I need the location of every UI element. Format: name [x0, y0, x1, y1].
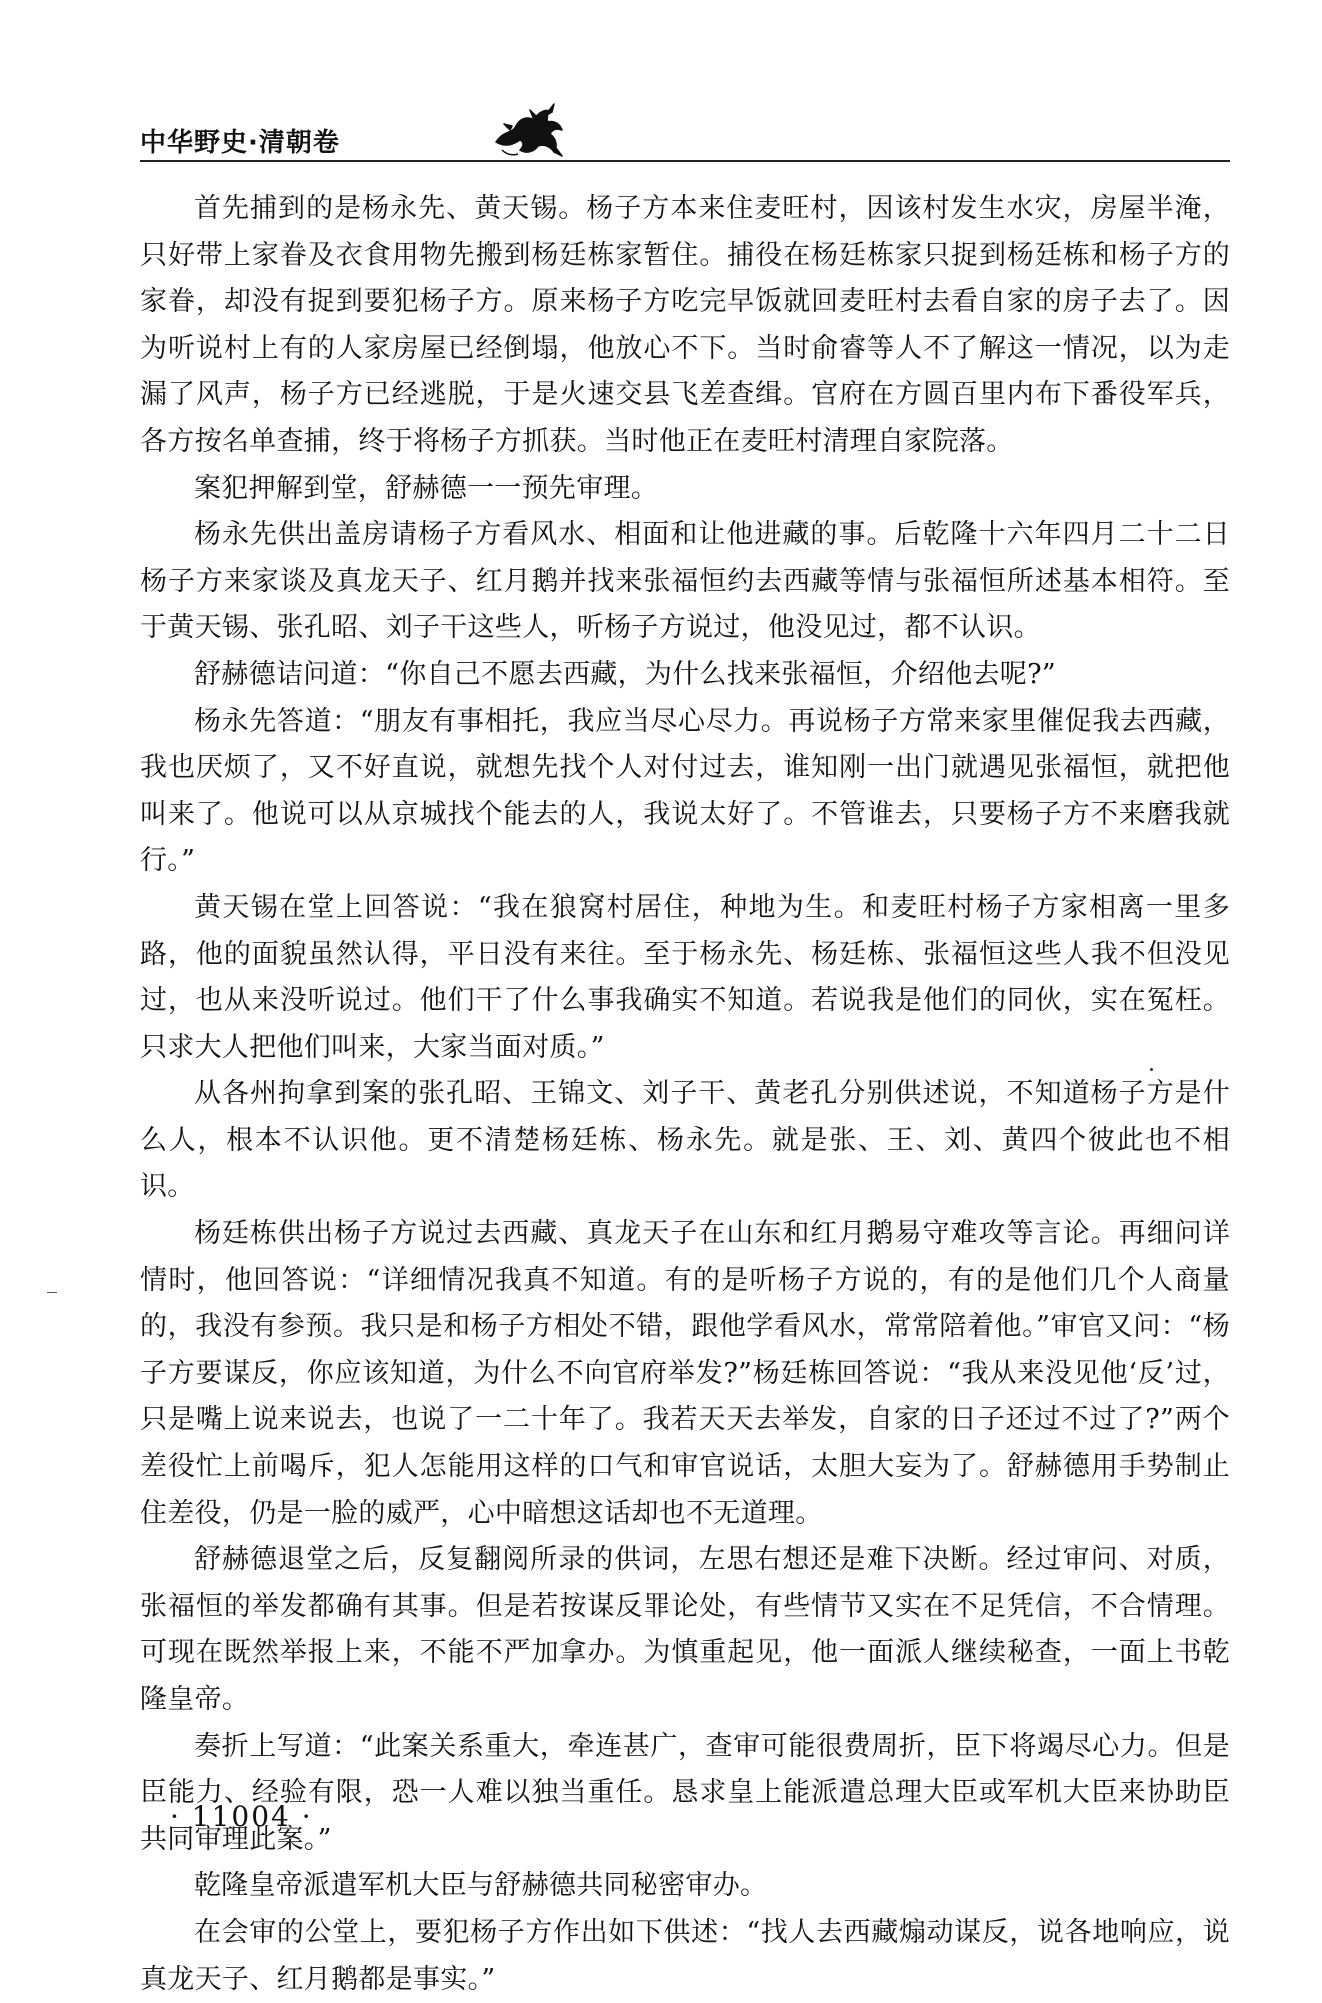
paragraph: 黄天锡在堂上回答说：“我在狼窝村居住，种地为生。和麦旺村杨子方家相离一里多路，他的面貌虽然认得，平日没有来往。至于杨永先、杨廷栋、张福恒这些人我不但没见过，也从来没听说过。他们干了什么事我确实不知道。若说我是他们的同伙，实在冤枉。只求大人把他们叫来，大家当面对质。”	[140, 891, 1230, 1063]
paragraph: 杨永先答道：“朋友有事相托，我应当尽心尽力。再说杨子方常来家里催促我去西藏，我也厌烦了，又不好直说，就想先找个人对付过去，谁知刚一出门就遇见张福恒，就把他叫来了。他说可以从京城找个能去的人，我说太好了。不管谁去，只要杨子方不来磨我就行。”	[140, 705, 1230, 877]
paragraph: 舒赫德诘问道：“你自己不愿去西藏，为什么找来张福恒，介绍他去呢?”	[194, 658, 1056, 690]
article-body	[140, 186, 1230, 2003]
header-rule	[140, 160, 1230, 162]
print-speck	[1150, 1068, 1153, 1071]
page-header	[140, 100, 1230, 160]
paragraph: 奏折上写道：“此案关系重大，牵连甚广，查审可能很费周折，臣下将竭尽心力。但是臣能力、经验有限，恐一人难以独当重任。恳求皇上能派遣总理大臣或军机大臣来协助臣共同审理此案。”	[140, 1730, 1230, 1855]
paragraph: 首先捕到的是杨永先、黄天锡。杨子方本来住麦旺村，因该村发生水灾，房屋半淹，只好带上家眷及衣食用物先搬到杨廷栋家暂住。捕役在杨廷栋家只捉到杨廷栋和杨子方的家眷，却没有捉到要犯杨子方。原来杨子方吃完早饭就回麦旺村去看自家的房子去了。因为听说村上有的人家房屋已经倒塌，他放心不下。当时俞睿等人不了解这一情况，以为走漏了风声，杨子方已经逃脱，于是火速交县飞差查缉。官府在方圆百里内布下番役军兵，各方按名单查捕，终于将杨子方抓获。当时他正在麦旺村清理自家院落。	[140, 193, 1230, 457]
paragraph: 从各州拘拿到案的张孔昭、王锦文、刘子干、黄老孔分别供述说，不知道杨子方是什么人，根本不认识他。更不清楚杨廷栋、杨永先。就是张、王、刘、黄四个彼此也不相识。	[140, 1078, 1230, 1203]
page-number: · 11004 ·	[170, 1800, 313, 1833]
paragraph: 杨永先供出盖房请杨子方看风水、相面和让他进藏的事。后乾隆十六年四月二十二日杨子方来家谈及真龙天子、红月鹅并找来张福恒约去西藏等情与张福恒所述基本相符。至于黄天锡、张孔昭、刘子干这些人，听杨子方说过，他没见过，都不认识。	[140, 519, 1230, 644]
paragraph: 舒赫德退堂之后，反复翻阅所录的供词，左思右想还是难下决断。经过审问、对质，张福恒的举发都确有其事。但是若按谋反罪论处，有些情节又实在不足凭信，不合情理。可现在既然举报上来，不能不严加拿办。为慎重起见，他一面派人继续秘查，一面上书乾隆皇帝。	[140, 1544, 1230, 1715]
paragraph: 乾隆皇帝派遣军机大臣与舒赫德共同秘密审办。	[194, 1870, 768, 1902]
paragraph: 在会审的公堂上，要犯杨子方作出如下供述：“找人去西藏煽动谋反，说各地响应，说真龙天子、红月鹅都是事实。”	[140, 1916, 1230, 1995]
margin-mark	[47, 1292, 57, 1293]
dragon-emblem-icon	[490, 100, 570, 160]
running-title: 中华野史·清朝卷	[140, 128, 340, 158]
paragraph: 案犯押解到堂，舒赫德一一预先审理。	[194, 472, 659, 504]
paragraph: 杨廷栋供出杨子方说过去西藏、真龙天子在山东和红月鹅易守难攻等言论。再细问详情时，他回答说：“详细情况我真不知道。有的是听杨子方说的，有的是他们几个人商量的，我没有参预。我只是和杨子方相处不错，跟他学看风水，常常陪着他。”审官又问：“杨子方要谋反，你应该知道，为什么不向官府举发?”杨廷栋回答说：“我从来没见他‘反’过，只是嘴上说来说去，也说了一二十年了。我若天天去举发，自家的日子还过不过了?”两个差役忙上前喝斥，犯人怎能用这样的口气和审官说话，太胆大妄为了。舒赫德用手势制止住差役，仍是一脸的威严，心中暗想这话却也不无道理。	[140, 1218, 1230, 1529]
